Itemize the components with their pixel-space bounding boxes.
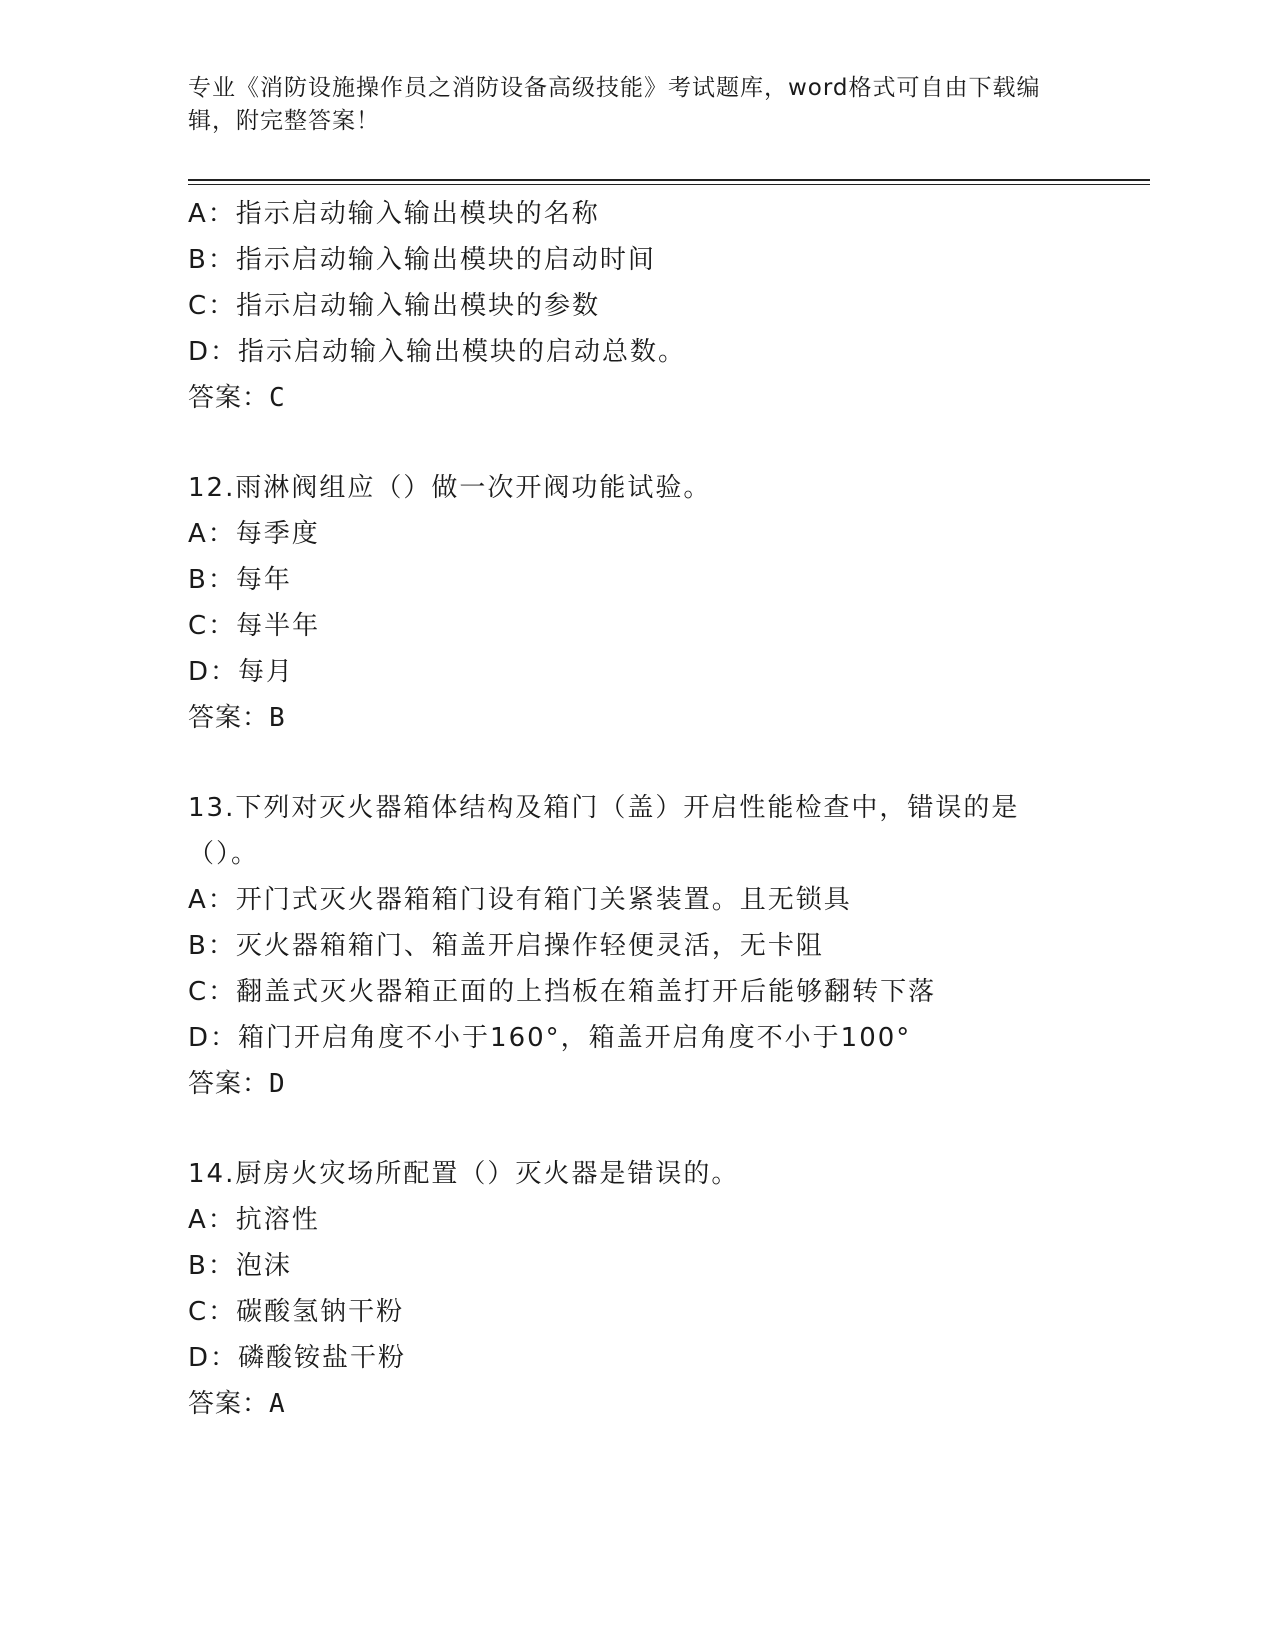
option-d: D：每月 xyxy=(188,657,295,687)
option-a: A：每季度 xyxy=(188,519,320,549)
option-c: C：指示启动输入输出模块的参数 xyxy=(188,291,601,321)
header-divider-thin xyxy=(188,184,1150,185)
answer-value: D xyxy=(269,1069,286,1099)
answer-line xyxy=(188,695,1088,741)
answer-label: 答案： xyxy=(188,703,270,733)
option-b: B：每年 xyxy=(188,565,292,595)
answer-label: 答案： xyxy=(188,1069,270,1099)
header-intro-text: 专业《消防设施操作员之消防设备高级技能》考试题库，word格式可自由下载编辑，附完整答案！ xyxy=(188,75,1041,134)
question-list xyxy=(188,191,1088,1427)
option-b: B：指示启动输入输出模块的启动时间 xyxy=(188,245,656,275)
answer-value: B xyxy=(269,703,286,733)
answer-label: 答案： xyxy=(188,1389,270,1419)
option-d: D：指示启动输入输出模块的启动总数。 xyxy=(188,337,687,367)
question-11 xyxy=(188,191,1088,421)
question-text: 13.下列对灭火器箱体结构及箱门（盖）开启性能检查中，错误的是（）。 xyxy=(188,793,1020,869)
option-d: D：箱门开启角度不小于160°，箱盖开启角度不小于100° xyxy=(188,1023,912,1053)
answer-line xyxy=(188,1381,1088,1427)
option-c: C：碳酸氢钠干粉 xyxy=(188,1297,405,1327)
answer-value: C xyxy=(269,383,286,413)
answer-line xyxy=(188,1061,1088,1107)
document-header xyxy=(188,72,1068,138)
option-b: B：灭火器箱箱门、箱盖开启操作轻便灵活，无卡阻 xyxy=(188,931,824,961)
header-divider-thick xyxy=(188,179,1150,181)
answer-value: A xyxy=(269,1389,286,1419)
answer-line xyxy=(188,375,1088,421)
option-d: D：磷酸铵盐干粉 xyxy=(188,1343,407,1373)
option-a: A：抗溶性 xyxy=(188,1205,320,1235)
question-13 xyxy=(188,785,1088,1107)
option-a: A：指示启动输入输出模块的名称 xyxy=(188,199,600,229)
option-c: C：每半年 xyxy=(188,611,321,641)
question-14 xyxy=(188,1151,1088,1427)
question-12 xyxy=(188,465,1088,741)
question-text: 12.雨淋阀组应（）做一次开阀功能试验。 xyxy=(188,473,712,503)
option-a: A：开门式灭火器箱箱门设有箱门关紧装置。且无锁具 xyxy=(188,885,852,915)
question-text: 14.厨房火灾场所配置（）灭火器是错误的。 xyxy=(188,1159,740,1189)
option-b: B：泡沫 xyxy=(188,1251,292,1281)
option-c: C：翻盖式灭火器箱正面的上挡板在箱盖打开后能够翻转下落 xyxy=(188,977,937,1007)
answer-label: 答案： xyxy=(188,383,270,413)
